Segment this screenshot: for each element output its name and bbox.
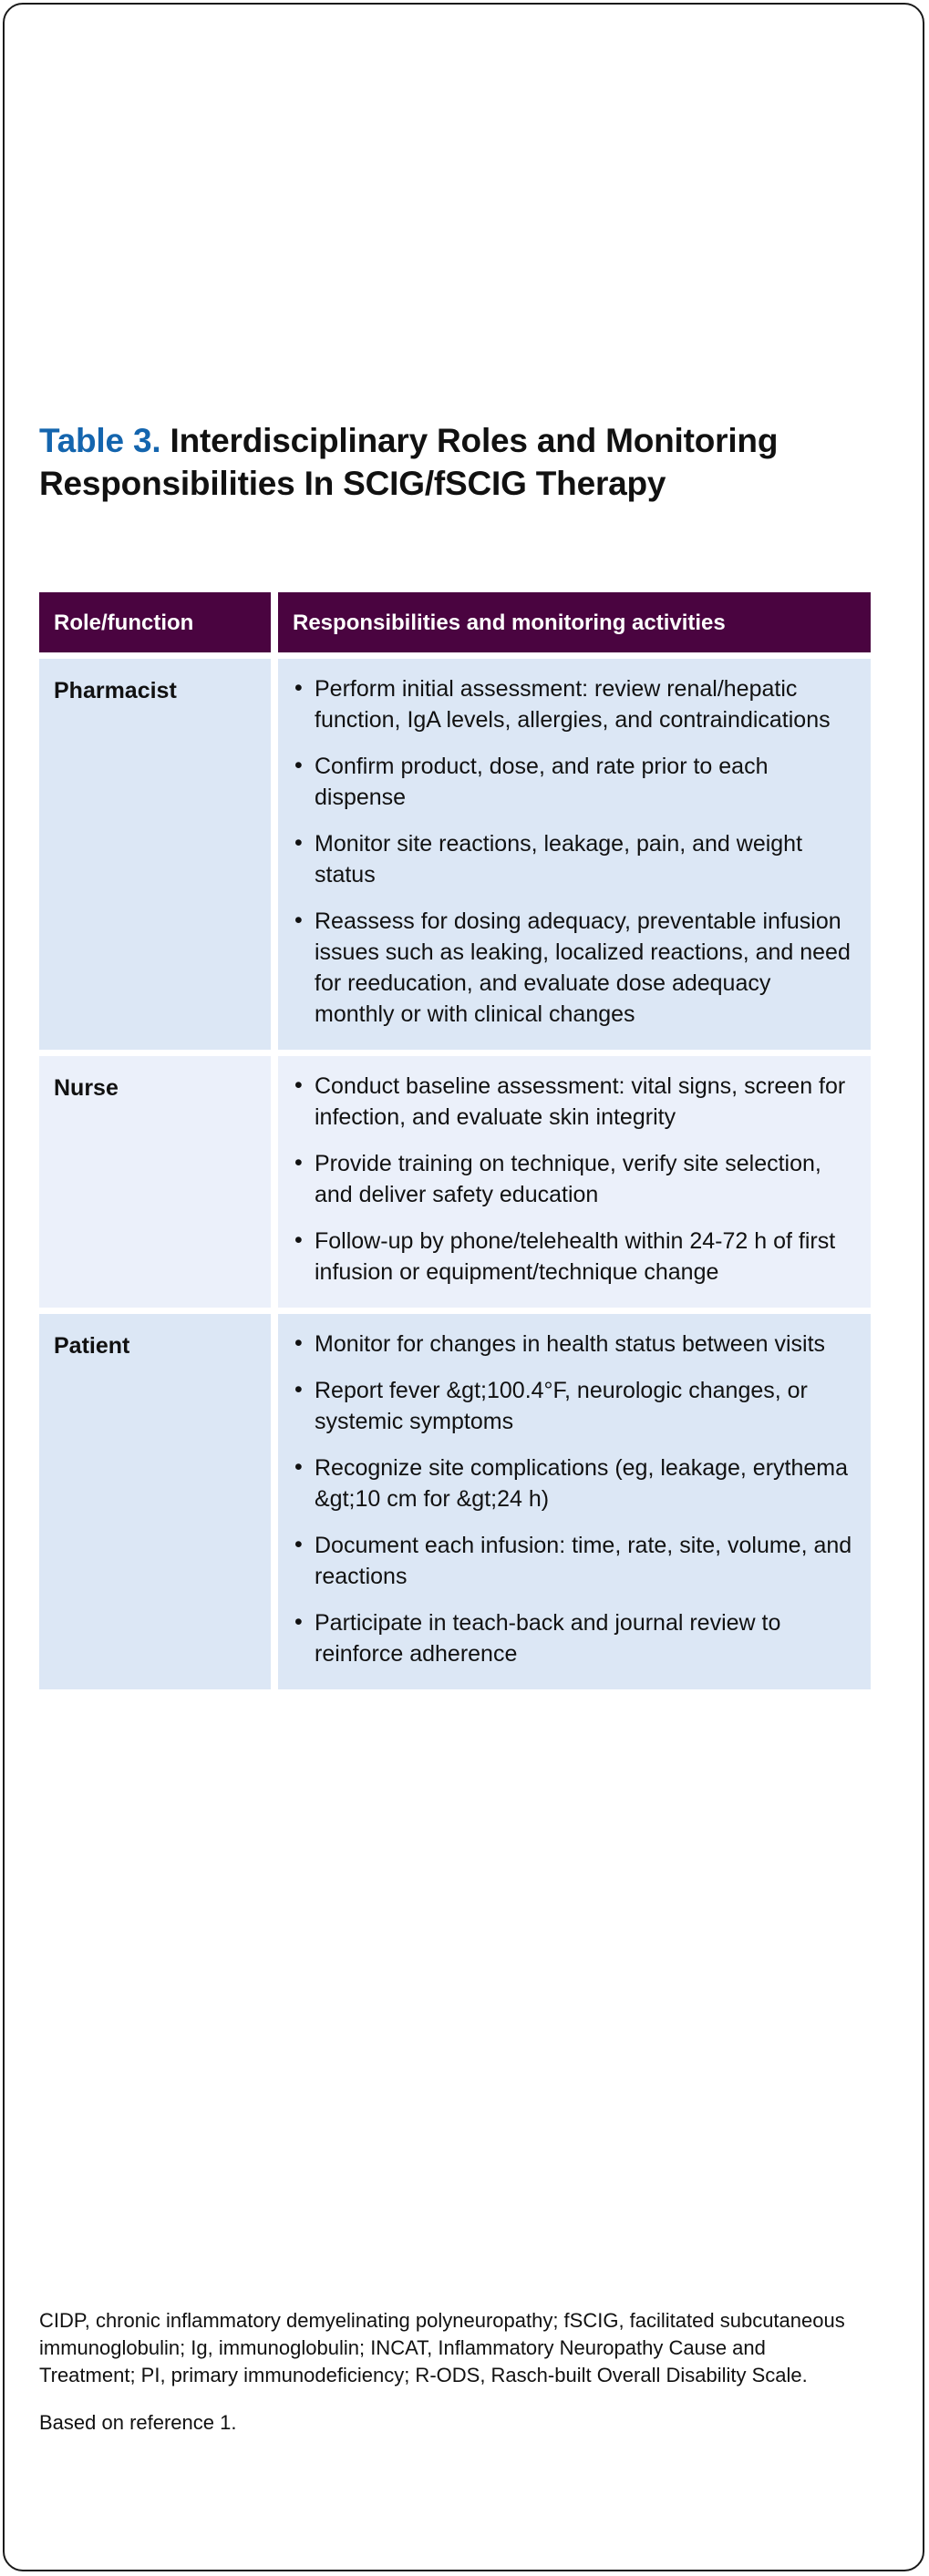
abbreviations-footnote: CIDP, chronic inflammatory demyelinating polyneuropathy; fSCIG, facilitated subcutaneous immunoglobulin; Ig, immunoglobulin; INCAT, Inflammatory Neuropathy Cause and Treatment; PI, primary immunodeficiency; R-ODS, Rasch-built Overall Disability Scale. [39,2309,845,2386]
list-item: • Follow-up by phone/telehealth within 24-72 h of first infusion or equipment/technique change [293,1226,856,1288]
role-cell-nurse: Nurse [39,1053,274,1311]
bullet-list [293,1071,856,1288]
table-title-text: Interdisciplinary Roles and Monitoring Responsibilities In SCIG/fSCIG Therapy [39,422,779,502]
responsibilities-cell-patient [274,1311,871,1690]
list-item: • Provide training on technique, verify site selection, and deliver safety education [293,1148,856,1210]
table-body [39,656,871,1690]
list-item: • Recognize site complications (eg, leakage, erythema &gt;10 cm for &gt;24 h) [293,1452,856,1514]
list-item: • Perform initial assessment: review renal/hepatic function, IgA levels, allergies, and contraindications [293,673,856,735]
table-head [39,592,871,656]
page-title [39,419,851,505]
responsibilities-cell-nurse [274,1053,871,1311]
list-item: • Conduct baseline assessment: vital signs, screen for infection, and evaluate skin integrity [293,1071,856,1133]
page-content [5,5,923,2570]
source-reference-footnote: Based on reference 1. [39,2411,237,2434]
responsibilities-cell-pharmacist [274,656,871,1053]
page-frame [3,3,924,2571]
role-cell-pharmacist: Pharmacist [39,656,274,1053]
column-header-responsibilities: Responsibilities and monitoring activities [274,592,871,656]
bullet-list [293,1329,856,1669]
table-row [39,656,871,1053]
table-footnotes [39,2307,864,2437]
table-row [39,1311,871,1690]
list-item: • Document each infusion: time, rate, site, volume, and reactions [293,1530,856,1592]
role-cell-patient: Patient [39,1311,274,1690]
roles-responsibilities-table [39,592,871,1689]
list-item: • Confirm product, dose, and rate prior to each dispense [293,751,856,813]
column-header-role: Role/function [39,592,274,656]
bullet-list [293,673,856,1030]
list-item: • Participate in teach-back and journal review to reinforce adherence [293,1607,856,1669]
table-header-row [39,592,871,656]
list-item: • Report fever &gt;100.4°F, neurologic changes, or systemic symptoms [293,1375,856,1437]
list-item: • Monitor for changes in health status between visits [293,1329,856,1360]
list-item: • Reassess for dosing adequacy, preventable infusion issues such as leaking, localized reactions, and need for reeducation, and evaluate dose adequacy monthly or with clinical changes [293,906,856,1030]
table-number-label: Table 3. [39,422,161,459]
table-row [39,1053,871,1311]
list-item: • Monitor site reactions, leakage, pain, and weight status [293,828,856,890]
